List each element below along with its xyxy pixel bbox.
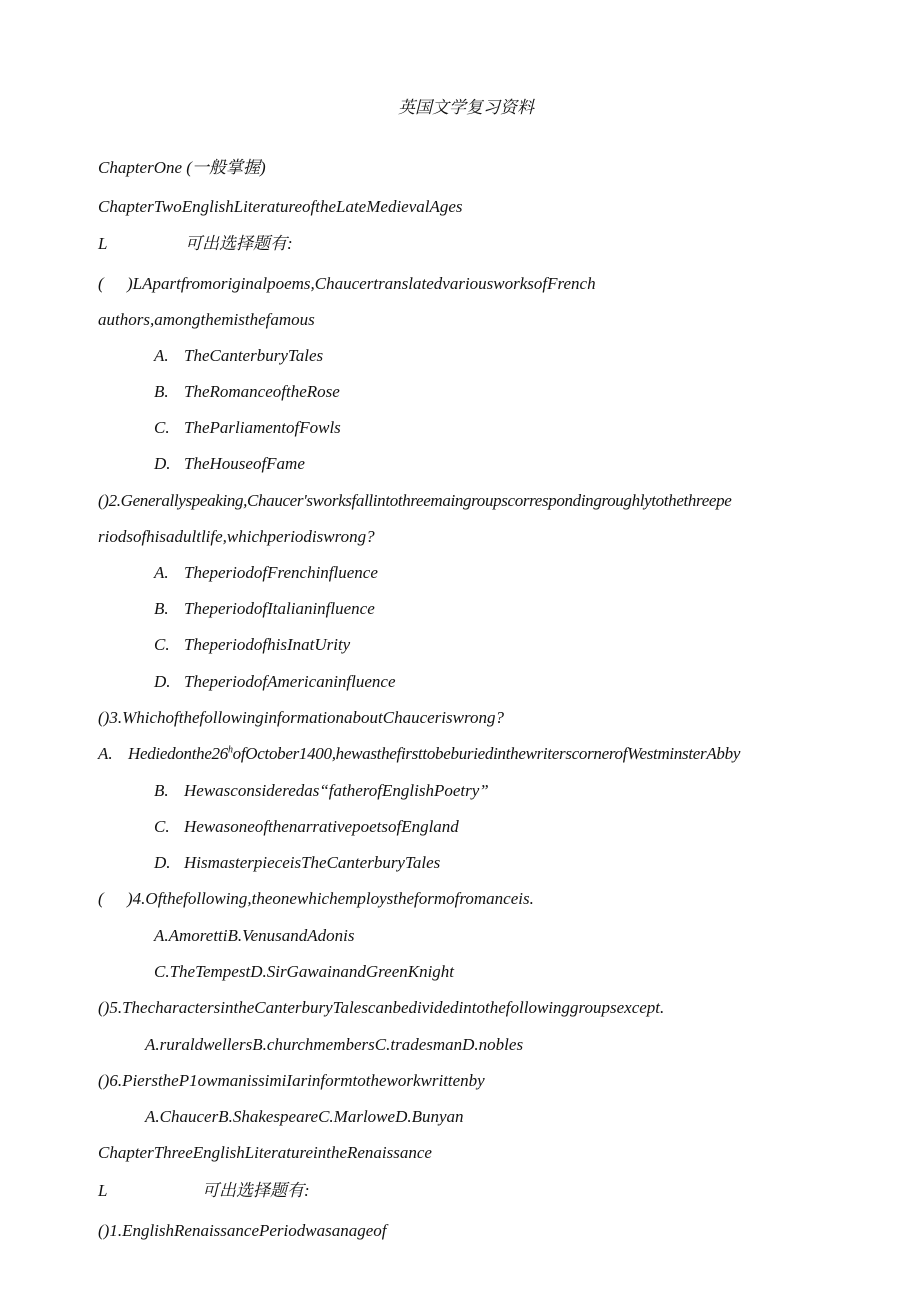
question-4-options-2: C.TheTempestD.SirGawainandGreenKnight (154, 962, 455, 981)
option-letter: D. (154, 853, 171, 872)
option-text: TheCanterburyTales (184, 346, 324, 365)
option-letter: C. (154, 635, 170, 654)
option-text: TheperiodofItalianinfluence (184, 599, 375, 618)
question-5-line1: ()5.ThecharactersintheCanterburyTalescanbedividedintothefollowinggroupsexcept. (98, 998, 665, 1017)
question-4-options-1: A.AmorettiB.VenusandAdonis (154, 926, 355, 945)
option-text: TheperiodofhisInatUrity (184, 635, 351, 654)
option-text: TheperiodofAmericaninfluence (184, 672, 396, 691)
document-title: 英国文学复习资料 (398, 98, 534, 117)
question-6-options: A.ChaucerB.ShakespeareC.MarloweD.Bunyan (145, 1107, 464, 1126)
option-text: Hewasconsideredas“fatherofEnglishPoetry” (184, 781, 489, 800)
chapter-three-question-1: ()1.EnglishRenaissancePeriodwasanageof (98, 1221, 387, 1240)
option-letter: A. (154, 346, 169, 365)
option-letter: B. (154, 781, 169, 800)
option-text: HewasoneofthenarrativepoetsofEngland (184, 817, 459, 836)
question-3-line1: ()3.WhichofthefollowinginformationaboutChauceriswrong? (98, 708, 504, 727)
note-marker: L (98, 1181, 108, 1200)
question-2-line2: riodsofhisadultlife,whichperiodiswrong? (98, 527, 375, 546)
question-bracket: ( (98, 889, 104, 908)
option-letter: B. (154, 382, 169, 401)
question-5-options: A.ruraldwellersB.churchmembersC.tradesmanD.nobles (145, 1035, 524, 1054)
option-text: TheHouseofFame (184, 454, 305, 473)
question-1-line1: )LApartfromoriginalpoems,ChaucertranslatedvariousworksofFrench (127, 274, 596, 293)
question-4-line1: )4.Ofthefollowing,theonewhichemploystheformofromanceis. (127, 889, 534, 908)
option-letter: D. (154, 454, 171, 473)
question-6-line1: ()6.PierstheP1owmanissimiIarinformtotheworkwrittenby (98, 1071, 485, 1090)
option-text: TheperiodofFrenchinfluence (184, 563, 378, 582)
option-letter: B. (154, 599, 169, 618)
note-text: 可出选择题有: (202, 1181, 310, 1200)
option-a-text-start: Hediedonthe26 (128, 744, 228, 763)
option-text (128, 743, 740, 765)
question-2-line1: ()2.Generallyspeaking,Chaucer'sworksfallintothreemaingroupscorrespondingroughlytothethreepe (98, 491, 732, 510)
chapter-three-heading: ChapterThreeEnglishLiteratureintheRenaissance (98, 1143, 432, 1162)
option-text: TheRomanceoftheRose (184, 382, 340, 401)
option-a-text-end: ofOctober1400,hewasthefirsttobeburiedinthewriterscornerofWestminsterAbby (232, 744, 741, 763)
note-text: 可出选择题有: (185, 234, 293, 253)
option-text: TheParliamentofFowls (184, 418, 341, 437)
question-1-line2: authors,amongthemisthefamous (98, 310, 315, 329)
chapter-one-heading: ChapterOne (一般掌握) (98, 158, 266, 177)
question-bracket: ( (98, 274, 104, 293)
option-letter: C. (154, 418, 170, 437)
chapter-two-heading: ChapterTwoEnglishLiteratureoftheLateMedievalAges (98, 197, 463, 216)
option-text: HismasterpieceisTheCanterburyTales (184, 853, 441, 872)
option-letter: A. (154, 563, 169, 582)
option-letter: C. (154, 817, 170, 836)
option-letter: A. (98, 744, 113, 763)
option-letter: D. (154, 672, 171, 691)
ordinal-suffix: h (227, 744, 233, 756)
note-marker: L (98, 234, 108, 253)
